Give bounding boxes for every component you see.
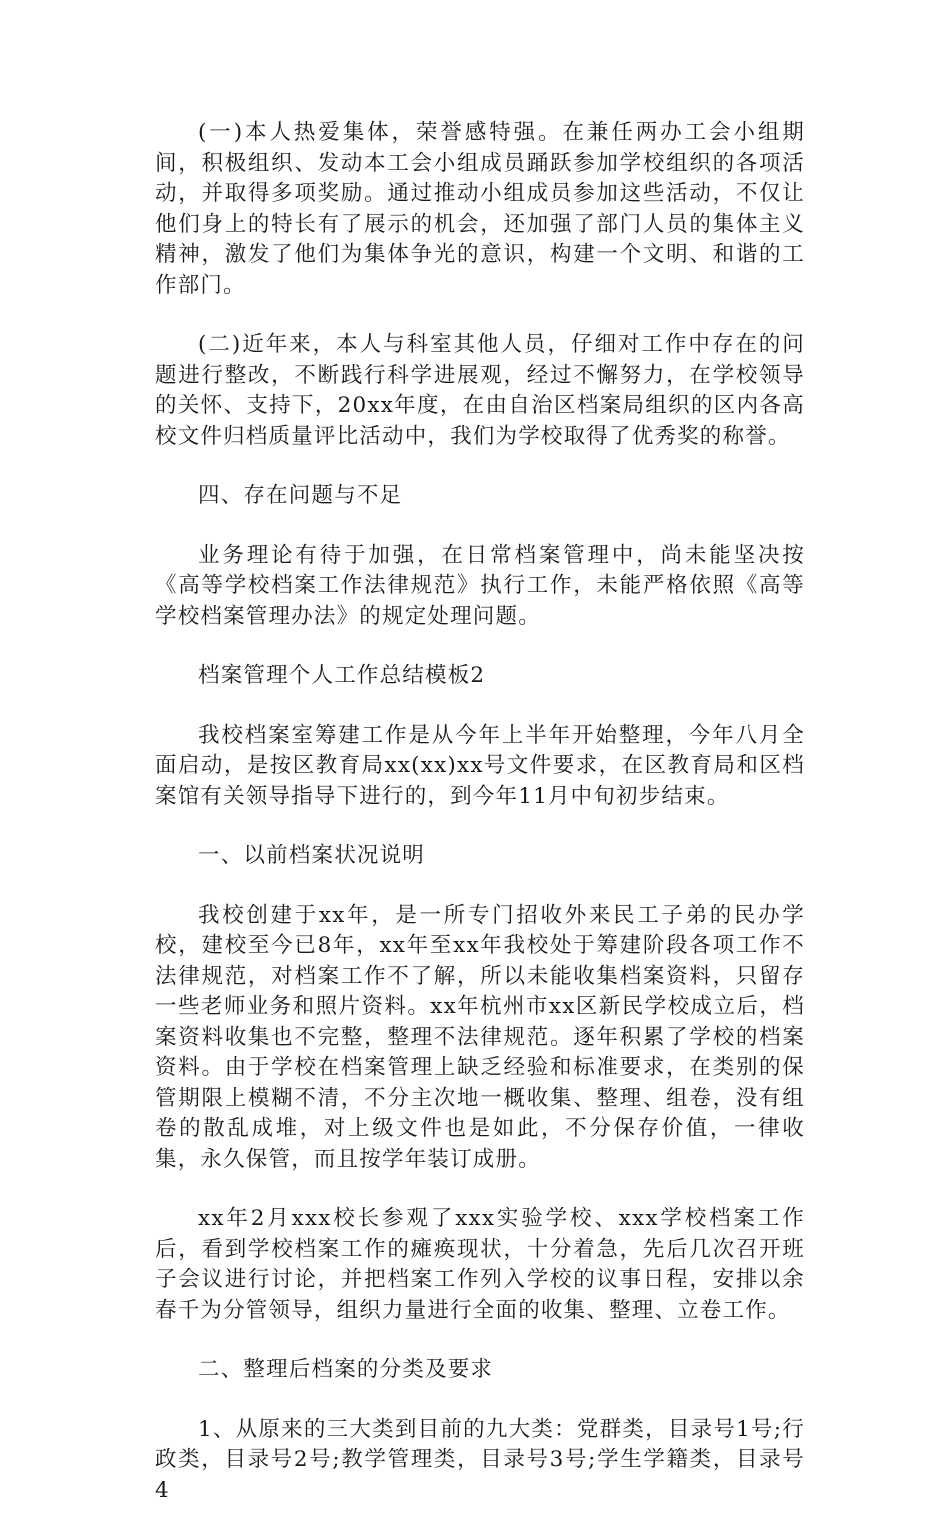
section-heading-1: 一、以前档案状况说明 [198, 843, 426, 868]
template-title: 档案管理个人工作总结模板2 [198, 663, 486, 688]
document-page [155, 118, 805, 1535]
paragraph-5: 我校创建于xx年，是一所专门招收外来民工子弟的民办学校，建校至今已8年，xx年至xx年我校处于筹建阶段各项工作不法律规范，对档案工作不了解，所以未能收集档案资料，只留存一些老师业务和照片资料。xx年杭州市xx区新民学校成立后，档案资料收集也不完整，整理不法律规范。逐年积累了学校的档案资料。由于学校在档案管理上缺乏经验和标准要求，在类别的保管期限上模糊不清，不分主次地一概收集、整理、组卷，没有组卷的散乱成堆，对上级文件也是如此，不分保存价值，一律收集，永久保管，而且按学年装订成册。 [155, 902, 805, 1172]
paragraph-3: 业务理论有待于加强，在日常档案管理中，尚未能坚决按《高等学校档案工作法律规范》执行工作，未能严格依照《高等学校档案管理办法》的规定处理问题。 [155, 542, 805, 629]
section-heading-4: 四、存在问题与不足 [198, 483, 403, 508]
section-heading-2: 二、整理后档案的分类及要求 [198, 1357, 494, 1382]
paragraph-1: (一)本人热爱集体，荣誉感特强。在兼任两办工会小组期间，积极组织、发动本工会小组成员踊跃参加学校组织的各项活动，并取得多项奖励。通过推动小组成员参加这些活动，不仅让他们身上的特长有了展示的机会，还加强了部门人员的集体主义精神，激发了他们为集体争光的意识，构建一个文明、和谐的工作部门。 [155, 120, 805, 298]
paragraph-4: 我校档案室筹建工作是从今年上半年开始整理，今年八月全面启动，是按区教育局xx(xx)xx号文件要求，在区教育局和区档案馆有关领导指导下进行的，到今年11月中旬初步结束。 [155, 722, 805, 809]
paragraph-7: 1、从原来的三大类到目前的九大类：党群类，目录号1号;行政类，目录号2号;教学管理类，目录号3号;学生学籍类，目录号4 [155, 1416, 805, 1503]
paragraph-6: xx年2月xxx校长参观了xxx实验学校、xxx学校档案工作后，看到学校档案工作的瘫痪现状，十分着急，先后几次召开班子会议进行讨论，并把档案工作列入学校的议事日程，安排以余春千为分管领导，组织力量进行全面的收集、整理、立卷工作。 [155, 1206, 805, 1323]
paragraph-2: (二)近年来，本人与科室其他人员，仔细对工作中存在的问题进行整改，不断践行科学进展观，经过不懈努力，在学校领导的关怀、支持下，20xx年度，在由自治区档案局组织的区内各高校文件归档质量评比活动中，我们为学校取得了优秀奖的称誉。 [155, 332, 805, 449]
